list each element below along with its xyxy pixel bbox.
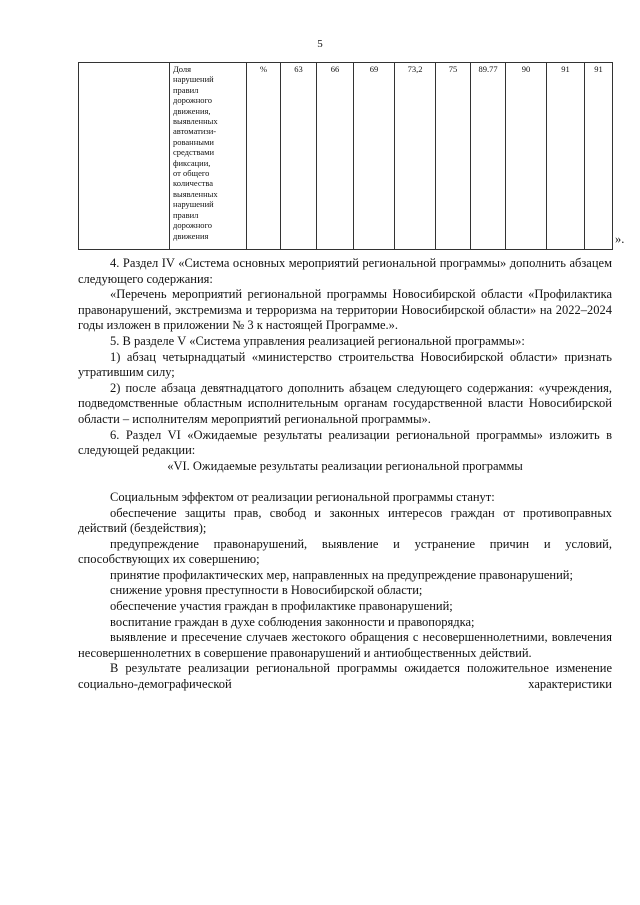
indicator-name-line: правил xyxy=(173,209,199,220)
indicator-name-line: от общего xyxy=(173,168,210,179)
indicator-name-line: правил xyxy=(173,84,199,95)
value-cell: 73,2 xyxy=(395,63,436,250)
document-body xyxy=(78,256,612,693)
indicator-name-line: средствами xyxy=(173,147,215,158)
closing-quote: ». xyxy=(615,232,625,246)
indicator-name-line: автоматизи- xyxy=(173,126,217,137)
paragraph: выявление и пресечение случаев жестокого обращения с несовершеннолетними, вовлечения несовершеннолетних в совершение правонарушений и антиобщественных действий. xyxy=(78,630,612,660)
indicator-name-line: нарушений xyxy=(173,199,214,210)
value-cell: 91 xyxy=(547,63,585,250)
indicator-name-line: фиксации, xyxy=(173,157,211,168)
paragraph: 2) после абзаца девятнадцатого дополнить абзацем следующего содержания: «учреждения, подведомственные областным исполнительным органам государственной власти Новосибирской области – исполнителям мероприятий региональной программы». xyxy=(78,380,612,426)
paragraph: 6. Раздел VI «Ожидаемые результаты реализации региональной программы» изложить в следующей редакции: xyxy=(78,427,612,458)
paragraph: принятие профилактических мер, направленных на предупреждение правонарушений; xyxy=(110,567,573,582)
blank-line xyxy=(78,474,612,490)
indicator-name-cell xyxy=(170,63,247,250)
indicator-name-line: выявленных xyxy=(173,188,218,199)
paragraph: Социальным эффектом от реализации региональной программы станут: xyxy=(110,489,495,504)
paragraph: воспитание граждан в духе соблюдения законности и правопорядка; xyxy=(110,614,475,629)
value-cell: 91 xyxy=(585,63,613,250)
indicator-name-line: дорожного xyxy=(173,95,213,106)
indicator-name-line: движения xyxy=(173,230,209,241)
value-cell: 75 xyxy=(436,63,471,250)
paragraph: «Перечень мероприятий региональной программы Новосибирской области «Профилактика правонарушений, экстремизма и терроризма на территории Новосибирской области» на 2022–2024 годы изложен в приложении № 3 к настоящей Программе.». xyxy=(78,287,612,333)
table-row xyxy=(79,63,613,250)
section-heading: «VI. Ожидаемые результаты реализации региональной программы xyxy=(167,458,523,473)
indicator-table xyxy=(78,62,613,250)
indicator-name-line: дорожного xyxy=(173,220,213,231)
value-cell: 63 xyxy=(281,63,317,250)
indicator-name-line: количества xyxy=(173,178,214,189)
value-cell: 66 xyxy=(317,63,354,250)
paragraph: предупреждение правонарушений, выявление и устранение причин и условий, способствующих их совершению; xyxy=(78,536,612,567)
paragraph: снижение уровня преступности в Новосибирской области; xyxy=(110,583,423,598)
indicator-name-line: Доля xyxy=(173,64,192,74)
paragraph: обеспечение защиты прав, свобод и законных интересов граждан от противоправных действий (бездействия); xyxy=(78,505,612,536)
indicator-name-line: нарушений xyxy=(173,74,214,85)
paragraph: 4. Раздел IV «Система основных мероприятий региональной программы» дополнить абзацем следующего содержания: xyxy=(78,256,612,286)
indicator-name-line: выявленных xyxy=(173,116,218,127)
value-cell: 90 xyxy=(506,63,547,250)
page-number: 5 xyxy=(317,38,323,50)
paragraph: 1) абзац четырнадцатый «министерство строительства Новосибирской области» признать утратившим силу; xyxy=(78,349,612,380)
indicator-name-line: движения, xyxy=(173,105,211,116)
indicator-name-line: рованными xyxy=(173,136,214,147)
value-cell: 69 xyxy=(354,63,395,250)
value-cell: 89.77 xyxy=(471,63,506,250)
empty-cell xyxy=(79,63,170,250)
paragraph: 5. В разделе V «Система управления реализацией региональной программы»: xyxy=(110,333,525,348)
paragraph: обеспечение участия граждан в профилактике правонарушений; xyxy=(110,599,453,614)
paragraph: В результате реализации региональной программы ожидается положительное изменение социально-демографической характеристики xyxy=(78,661,612,692)
unit-cell: % xyxy=(247,63,281,250)
